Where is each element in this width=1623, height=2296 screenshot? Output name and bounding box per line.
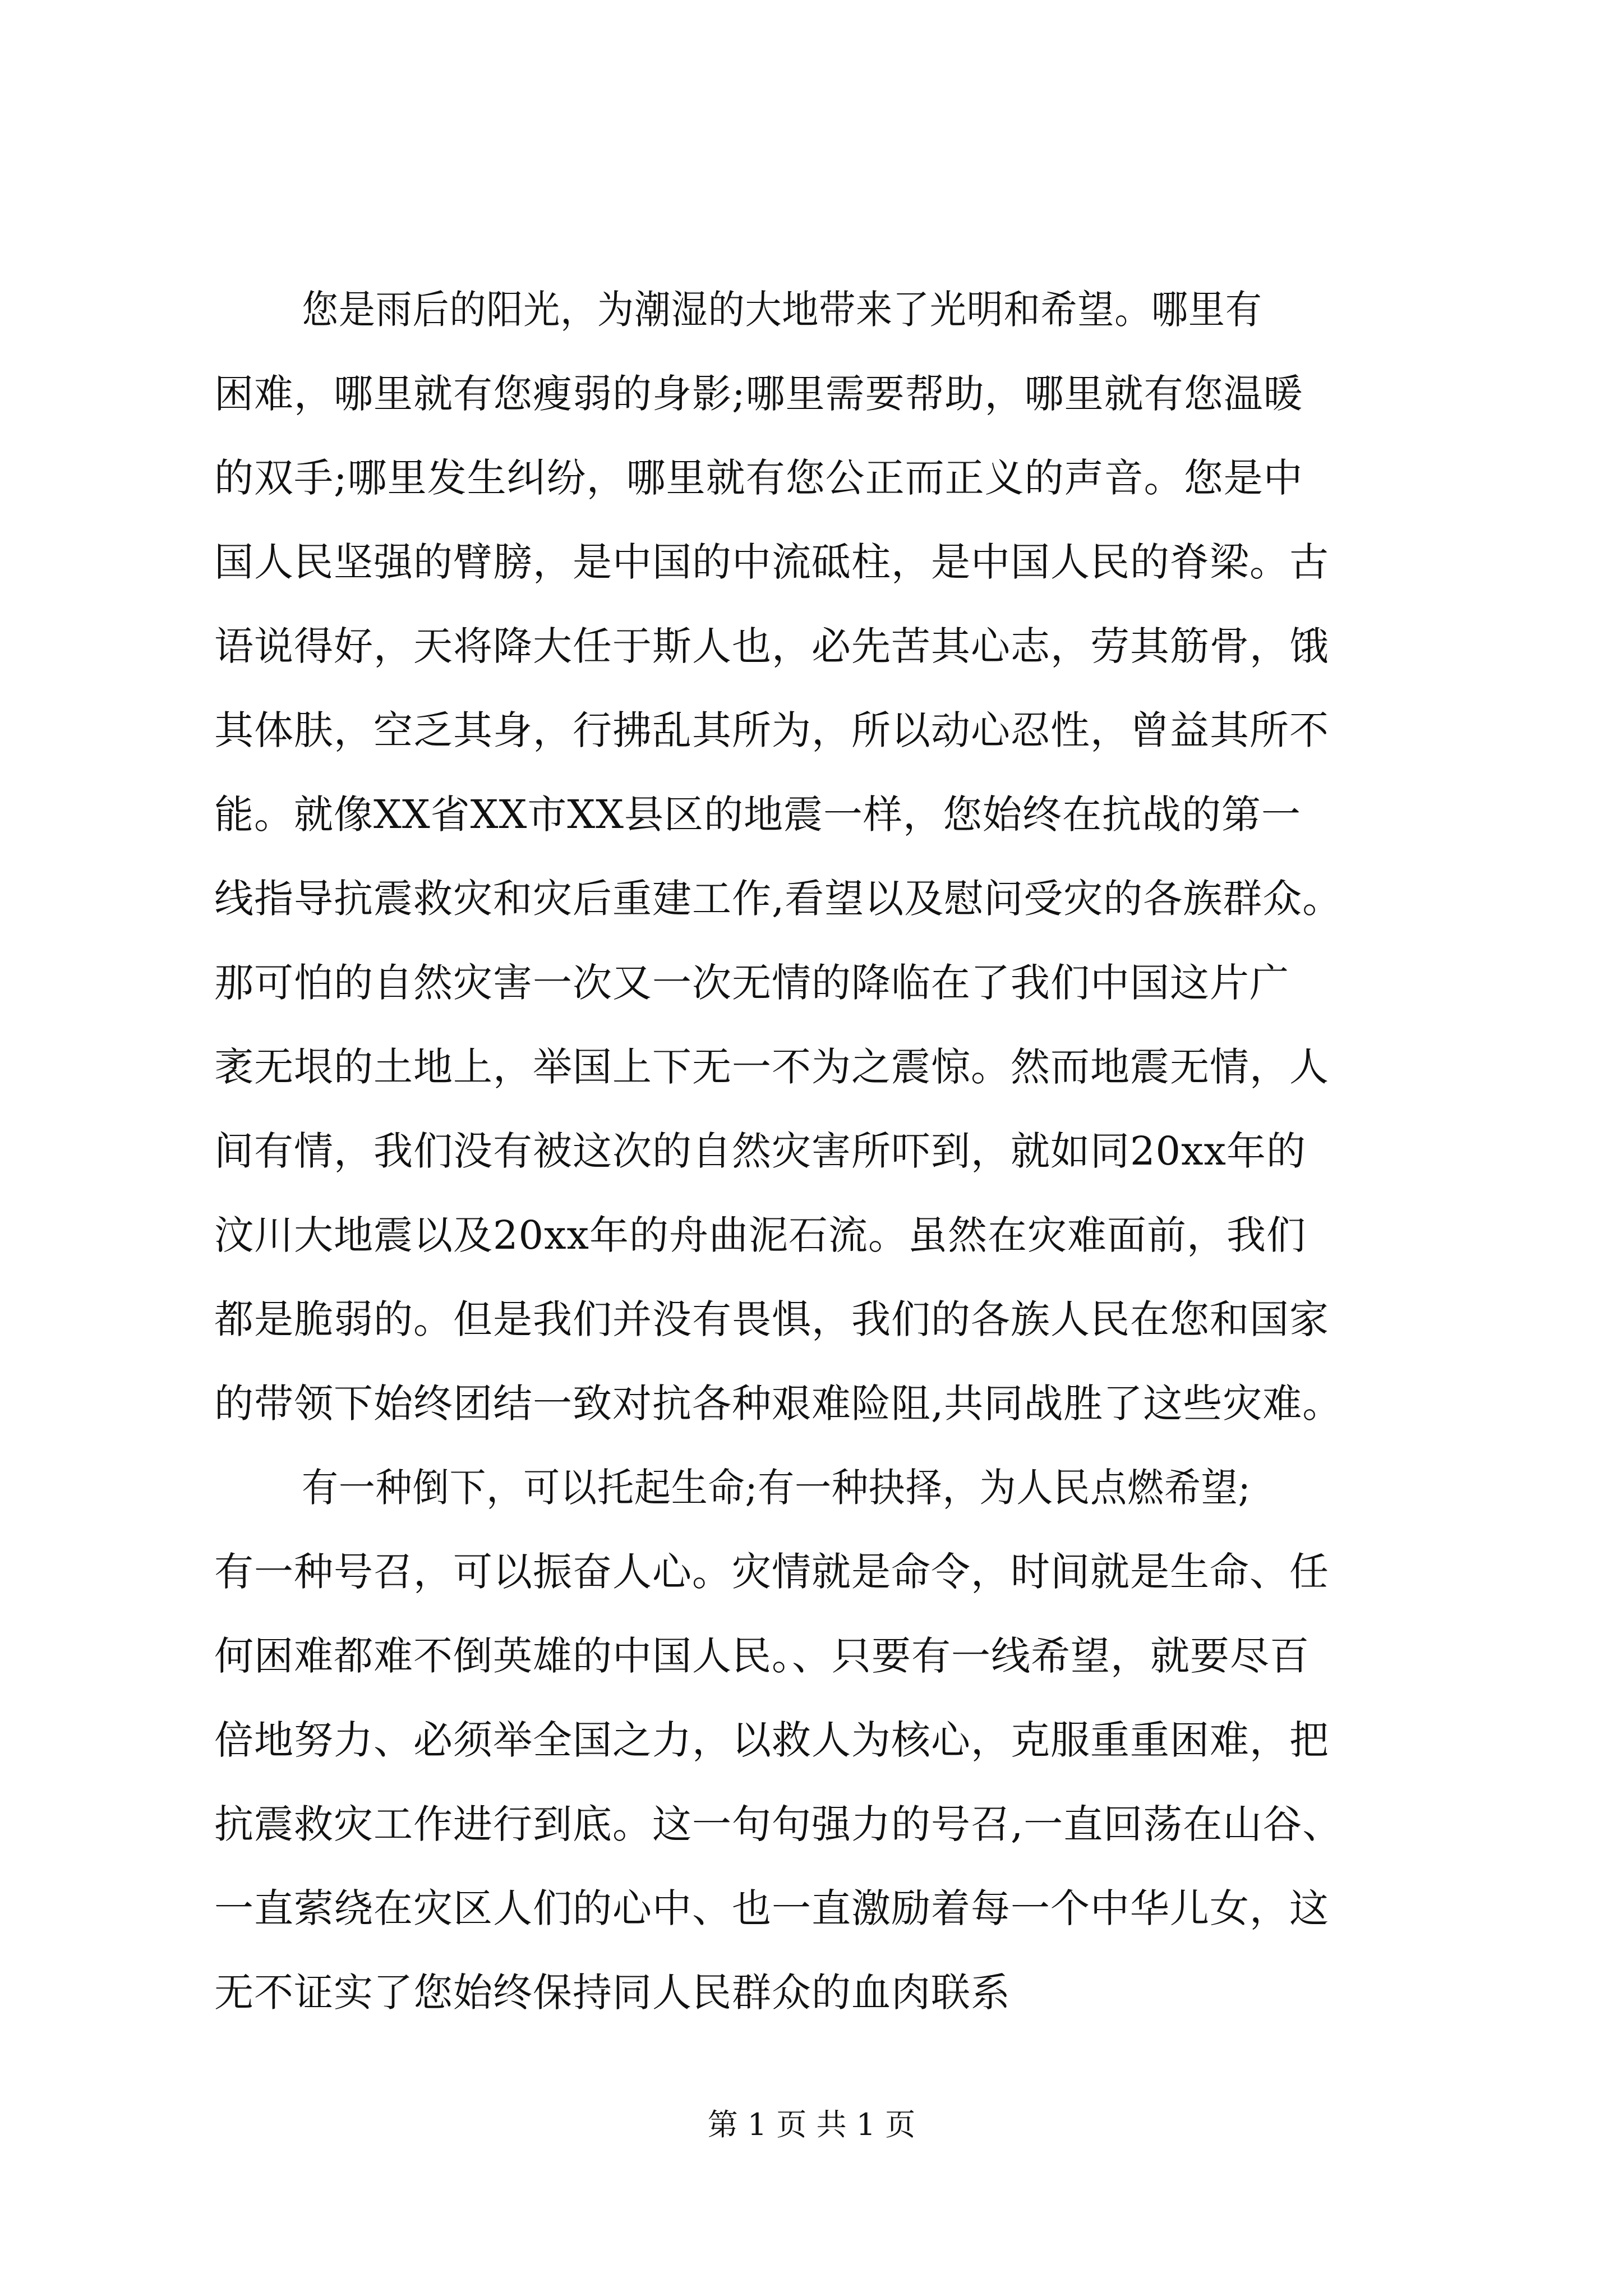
paragraph-2-line-1: 有一种倒下，可以托起生命;有一种抉择，为人民点燃希望;: [302, 1465, 1251, 1511]
paragraph-1-line-6: 其体肤，空乏其身，行拂乱其所为，所以动心忍性，曾益其所不: [214, 707, 1329, 753]
paragraph-2-line-7: 无不证实了您始终保持同人民群众的血肉联系: [214, 1970, 1011, 2016]
paragraph-1-line-2: 困难，哪里就有您瘦弱的身影;哪里需要帮助，哪里就有您温暖: [214, 371, 1303, 417]
paragraph-1-line-1: 您是雨后的阳光，为潮湿的大地带来了光明和希望。哪里有: [302, 287, 1262, 333]
paragraph-1-line-8: 线指导抗震救灾和灾后重建工作,看望以及慰问受灾的各族群众。: [214, 876, 1343, 922]
paragraph-1-line-11: 间有情，我们没有被这次的自然灾害所吓到，就如同20xx年的: [214, 1128, 1307, 1174]
page-number-footer: 第 1 页 共 1 页: [707, 2107, 916, 2142]
paragraph-2-line-4: 倍地努力、必须举全国之力，以救人为核心，克服重重困难，把: [214, 1717, 1329, 1763]
paragraph-2-line-6: 一直萦绕在灾区人们的心中、也一直激励着每一个中华儿女，这: [214, 1885, 1329, 1931]
paragraph-1-line-9: 那可怕的自然灾害一次又一次无情的降临在了我们中国这片广: [214, 960, 1289, 1006]
paragraph-2-line-3: 何困难都难不倒英雄的中国人民。、只要有一线希望，就要尽百: [214, 1633, 1310, 1679]
paragraph-2-line-2: 有一种号召，可以振奋人心。灾情就是命令，时间就是生命、任: [214, 1549, 1329, 1595]
paragraph-1-line-12: 汶川大地震以及20xx年的舟曲泥石流。虽然在灾难面前，我们: [214, 1212, 1307, 1258]
paragraph-1-line-14: 的带领下始终团结一致对抗各种艰难险阻,共同战胜了这些灾难。: [214, 1381, 1343, 1427]
paragraph-2-line-5: 抗震救灾工作进行到底。这一句句强力的号召,一直回荡在山谷、: [214, 1801, 1343, 1847]
paragraph-1-line-3: 的双手;哪里发生纠纷，哪里就有您公正而正义的声音。您是中: [214, 455, 1303, 501]
paragraph-1-line-10: 袤无垠的土地上，举国上下无一不为之震惊。然而地震无情，人: [214, 1044, 1329, 1090]
paragraph-1-line-7: 能。就像XX省XX市XX县区的地震一样，您始终在抗战的第一: [214, 792, 1302, 838]
paragraph-1-line-13: 都是脆弱的。但是我们并没有畏惧，我们的各族人民在您和国家: [214, 1296, 1329, 1342]
paragraph-1-line-4: 国人民坚强的臂膀，是中国的中流砥柱，是中国人民的脊梁。古: [214, 539, 1329, 585]
paragraph-1-line-5: 语说得好，天将降大任于斯人也，必先苦其心志，劳其筋骨，饿: [214, 623, 1329, 669]
